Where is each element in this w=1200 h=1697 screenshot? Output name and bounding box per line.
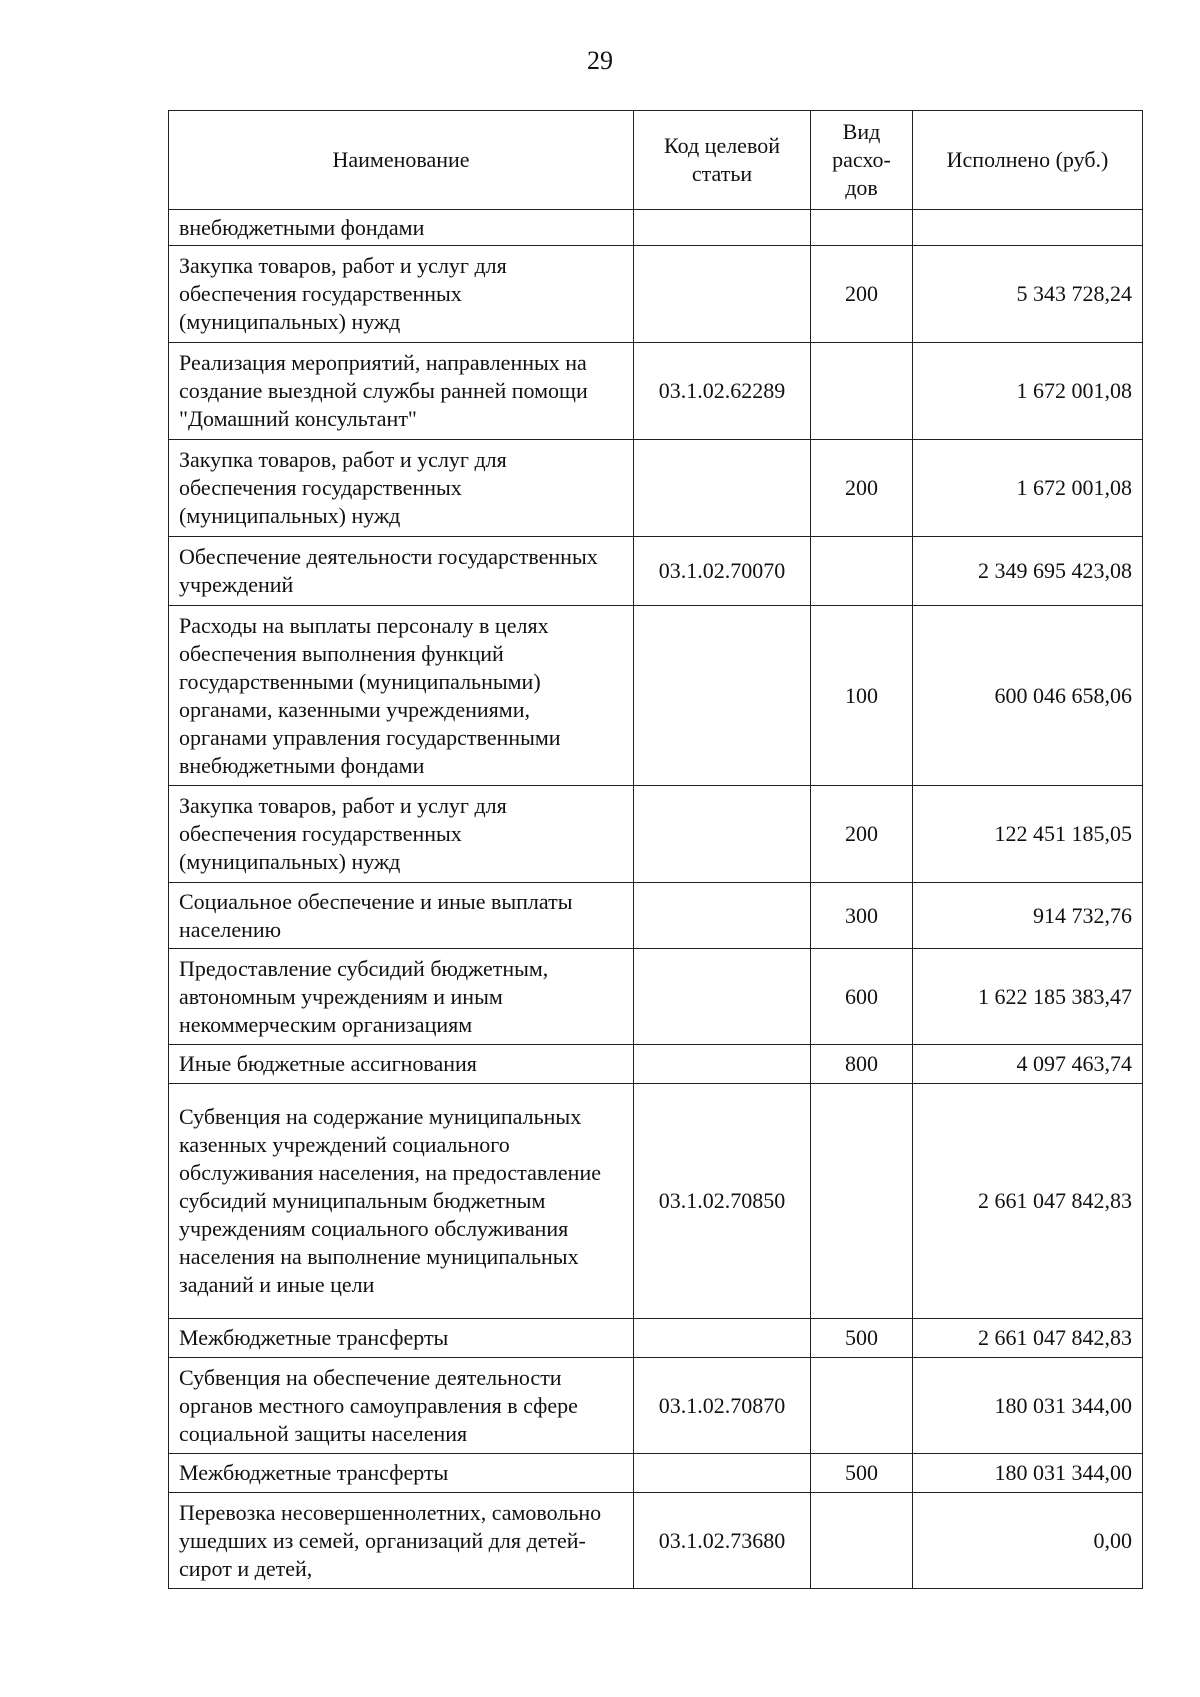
row-sum: 600 046 658,06 <box>913 606 1143 786</box>
row-code <box>634 1319 811 1358</box>
row-name: Субвенция на обеспечение деятельности органов местного самоуправления в сфере социальной защиты населения <box>169 1358 634 1454</box>
row-name: Закупка товаров, работ и услуг для обеспечения государственных (муниципальных) нужд <box>169 246 634 343</box>
row-code <box>634 246 811 343</box>
header-row <box>169 111 1143 210</box>
table-row <box>169 949 1143 1045</box>
row-name: Субвенция на содержание муниципальных казенных учреждений социального обслуживания населения, на предоставление субсидий муниципальным бюджетным учреждениям социального обслуживания населения на выполнение муниципальных заданий и иные цели <box>169 1084 634 1319</box>
row-name: внебюджетными фондами <box>169 210 634 246</box>
row-kind: 100 <box>811 606 913 786</box>
row-kind: 200 <box>811 246 913 343</box>
row-name: Межбюджетные трансферты <box>169 1319 634 1358</box>
row-sum: 914 732,76 <box>913 883 1143 949</box>
row-kind <box>811 537 913 606</box>
row-kind: 800 <box>811 1045 913 1084</box>
table-row <box>169 1493 1143 1589</box>
row-kind: 500 <box>811 1454 913 1493</box>
row-code: 03.1.02.73680 <box>634 1493 811 1589</box>
table-row <box>169 1084 1143 1319</box>
table-row <box>169 1319 1143 1358</box>
row-sum: 180 031 344,00 <box>913 1358 1143 1454</box>
row-name: Социальное обеспечение и иные выплаты населению <box>169 883 634 949</box>
table-row <box>169 883 1143 949</box>
row-sum <box>913 210 1143 246</box>
row-code <box>634 786 811 883</box>
row-name: Межбюджетные трансферты <box>169 1454 634 1493</box>
row-kind: 300 <box>811 883 913 949</box>
row-sum: 4 097 463,74 <box>913 1045 1143 1084</box>
row-kind: 500 <box>811 1319 913 1358</box>
table-row <box>169 440 1143 537</box>
header-kind: Вид расхо-дов <box>811 111 913 210</box>
row-sum: 180 031 344,00 <box>913 1454 1143 1493</box>
row-kind: 200 <box>811 440 913 537</box>
row-sum: 0,00 <box>913 1493 1143 1589</box>
table-row <box>169 786 1143 883</box>
row-kind <box>811 1084 913 1319</box>
row-code: 03.1.02.70850 <box>634 1084 811 1319</box>
table-row <box>169 246 1143 343</box>
page-number: 29 <box>587 46 613 75</box>
row-code <box>634 1454 811 1493</box>
table-row <box>169 1454 1143 1493</box>
table-row <box>169 210 1143 246</box>
table-row <box>169 606 1143 786</box>
row-name: Иные бюджетные ассигнования <box>169 1045 634 1084</box>
row-sum: 2 349 695 423,08 <box>913 537 1143 606</box>
header-code: Код целевой статьи <box>634 111 811 210</box>
budget-table <box>168 110 1143 1589</box>
row-code <box>634 210 811 246</box>
row-name: Предоставление субсидий бюджетным, автономным учреждениям и иным некоммерческим организациям <box>169 949 634 1045</box>
table-row <box>169 537 1143 606</box>
row-name: Перевозка несовершеннолетних, самовольно ушедших из семей, организаций для детей-сирот и детей, <box>169 1493 634 1589</box>
table-row <box>169 1045 1143 1084</box>
row-code <box>634 1045 811 1084</box>
row-kind <box>811 210 913 246</box>
row-kind <box>811 1358 913 1454</box>
row-sum: 1 622 185 383,47 <box>913 949 1143 1045</box>
row-sum: 122 451 185,05 <box>913 786 1143 883</box>
table-row <box>169 343 1143 440</box>
row-sum: 1 672 001,08 <box>913 343 1143 440</box>
row-name: Реализация мероприятий, направленных на создание выездной службы ранней помощи "Домашний консультант" <box>169 343 634 440</box>
row-kind <box>811 343 913 440</box>
row-code: 03.1.02.70870 <box>634 1358 811 1454</box>
row-code <box>634 606 811 786</box>
row-name: Расходы на выплаты персоналу в целях обеспечения выполнения функций государственными (муниципальными) органами, казенными учреждениями, органами управления государственными внебюджетными фондами <box>169 606 634 786</box>
row-code <box>634 949 811 1045</box>
row-code <box>634 440 811 537</box>
row-name: Закупка товаров, работ и услуг для обеспечения государственных (муниципальных) нужд <box>169 440 634 537</box>
row-sum: 5 343 728,24 <box>913 246 1143 343</box>
row-sum: 2 661 047 842,83 <box>913 1319 1143 1358</box>
row-code: 03.1.02.70070 <box>634 537 811 606</box>
row-sum: 1 672 001,08 <box>913 440 1143 537</box>
row-sum: 2 661 047 842,83 <box>913 1084 1143 1319</box>
row-code <box>634 883 811 949</box>
row-kind: 200 <box>811 786 913 883</box>
table-row <box>169 1358 1143 1454</box>
row-name: Закупка товаров, работ и услуг для обеспечения государственных (муниципальных) нужд <box>169 786 634 883</box>
row-code: 03.1.02.62289 <box>634 343 811 440</box>
header-sum: Исполнено (руб.) <box>913 111 1143 210</box>
row-kind: 600 <box>811 949 913 1045</box>
row-name: Обеспечение деятельности государственных учреждений <box>169 537 634 606</box>
row-kind <box>811 1493 913 1589</box>
header-name: Наименование <box>169 111 634 210</box>
